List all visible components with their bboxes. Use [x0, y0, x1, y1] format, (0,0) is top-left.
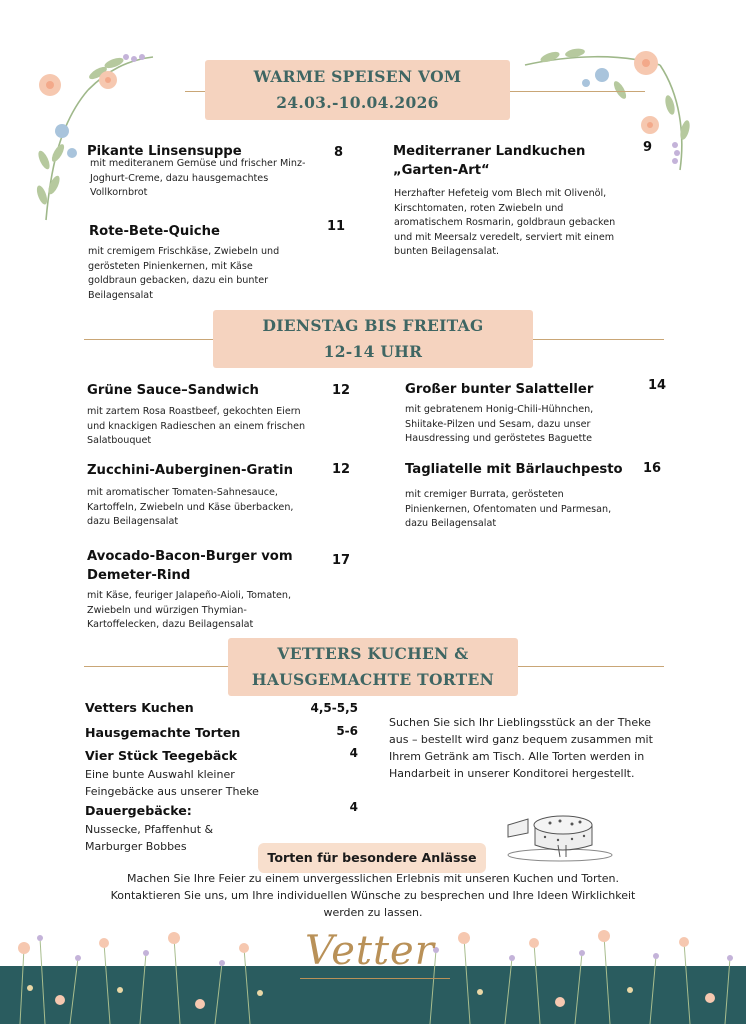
special-occasions-text: Machen Sie Ihre Feier zu einem unvergesslichen Erlebnis mit unseren Kuchen und Torten. Kontaktieren Sie uns, um Ihre individuellen Wünsche zu besprechen und Ihre Ideen Wirklichkeit werden zu lassen.: [110, 872, 636, 919]
vetter-logo: Vetter: [305, 928, 435, 974]
cake-price: 4,5-5,5: [310, 701, 358, 715]
banner-weekday-line1: DIENSTAG BIS FREITAG: [262, 316, 484, 335]
banner-warm-title: [205, 64, 510, 116]
dish-title: Rote-Bete-Quiche: [89, 224, 220, 239]
dish-price: 16: [643, 461, 662, 476]
dish-description: mit Käse, feuriger Jalapeño-Aioli, Tomaten, Zwiebeln und würzigen Thymian-Kartoffelecken, dazu Beilagensalat: [87, 590, 292, 631]
cake-illustration-icon: [500, 785, 620, 865]
dish-description: Herzhafter Hefeteig vom Blech mit Olivenöl, Kirschtomaten, roten Zwiebeln und aromatischem Rosmarin, goldbraun gebacken und mit Meersalz veredelt, serviert mit einem bunten Beilagensalat.: [394, 188, 616, 258]
dish-title: Mediterraner Landkuchen „Garten-Art“: [393, 144, 586, 178]
dish-title: Avocado-Bacon-Burger vom Demeter-Rind: [87, 549, 293, 583]
dish-title: Pikante Linsensuppe: [87, 144, 242, 159]
dish-price: 11: [327, 219, 346, 234]
cake-description: Eine bunte Auswahl kleiner Feingebäcke aus unserer Theke: [85, 768, 259, 798]
dish-description: mit mediteranem Gemüse und frischer Minz-Joghurt-Creme, dazu hausgemachtes Vollkornbrot: [90, 158, 306, 199]
special-occasions-label: Torten für besondere Anlässe: [258, 843, 486, 873]
banner-warm-line2: 24.03.-10.04.2026: [276, 93, 439, 112]
cake-description: Nussecke, Pfaffenhut & Marburger Bobbes: [85, 823, 214, 853]
dish-title: Großer bunter Salatteller: [405, 382, 594, 397]
dish-price: 12: [332, 383, 351, 398]
cake-price: 5-6: [336, 724, 358, 738]
banner-warm-line1: WARME SPEISEN VOM: [253, 67, 462, 86]
dish-title: Tagliatelle mit Bärlauchpesto: [405, 462, 623, 477]
dish-price: 17: [332, 553, 351, 568]
dish-price: 8: [334, 145, 344, 160]
dish-title: Zucchini-Auberginen-Gratin: [87, 463, 293, 478]
cake-price: 4: [349, 800, 358, 814]
dish-price: 9: [643, 140, 653, 155]
dish-title: Grüne Sauce–Sandwich: [87, 383, 259, 398]
cake-title: Dauergebäcke:: [85, 803, 192, 818]
dish-description: mit gebratenem Honig-Chili-Hühnchen, Shiitake-Pilzen und Sesam, dazu unser Hausdressing und geröstetes Baguette: [405, 404, 594, 445]
dish-price: 12: [332, 462, 351, 477]
banner-cakes-line2: HAUSGEMACHTE TORTEN: [251, 670, 495, 689]
cake-info-text: Suchen Sie sich Ihr Lieblingsstück an der Theke aus – bestellt wird ganz bequem zusammen mit Ihrem Getränk am Tisch. Alle Torten werden in Handarbeit in unserer Konditorei hergestellt.: [389, 716, 653, 780]
banner-cakes-title: [228, 641, 518, 693]
cake-title: Hausgemachte Torten: [85, 725, 241, 740]
dish-price: 14: [648, 378, 667, 393]
dish-description: mit aromatischer Tomaten-Sahnesauce, Kartoffeln, Zwiebeln und Käse überbacken, dazu Beilagensalat: [87, 487, 294, 528]
banner-weekday-line2: 12-14 UHR: [323, 342, 423, 361]
dish-description: mit cremiger Burrata, gerösteten Pinienkernen, Ofentomaten und Parmesan, dazu Beilagensalat: [405, 489, 612, 530]
dish-description: mit cremigem Frischkäse, Zwiebeln und gerösteten Pinienkernen, mit Käse goldbraun gebacken, dazu ein bunter Beilagensalat: [88, 246, 280, 301]
cake-title: Vetters Kuchen: [85, 700, 194, 715]
cake-price: 4: [349, 746, 358, 760]
banner-cakes-line1: VETTERS KUCHEN &: [277, 644, 469, 663]
dish-description: mit zartem Rosa Roastbeef, gekochten Eiern und knackigen Radieschen an einem frischen Salatbouquet: [87, 406, 306, 447]
banner-weekday-title: [213, 313, 533, 365]
cake-title: Vier Stück Teegebäck: [85, 748, 238, 763]
logo-underline: [300, 978, 450, 979]
